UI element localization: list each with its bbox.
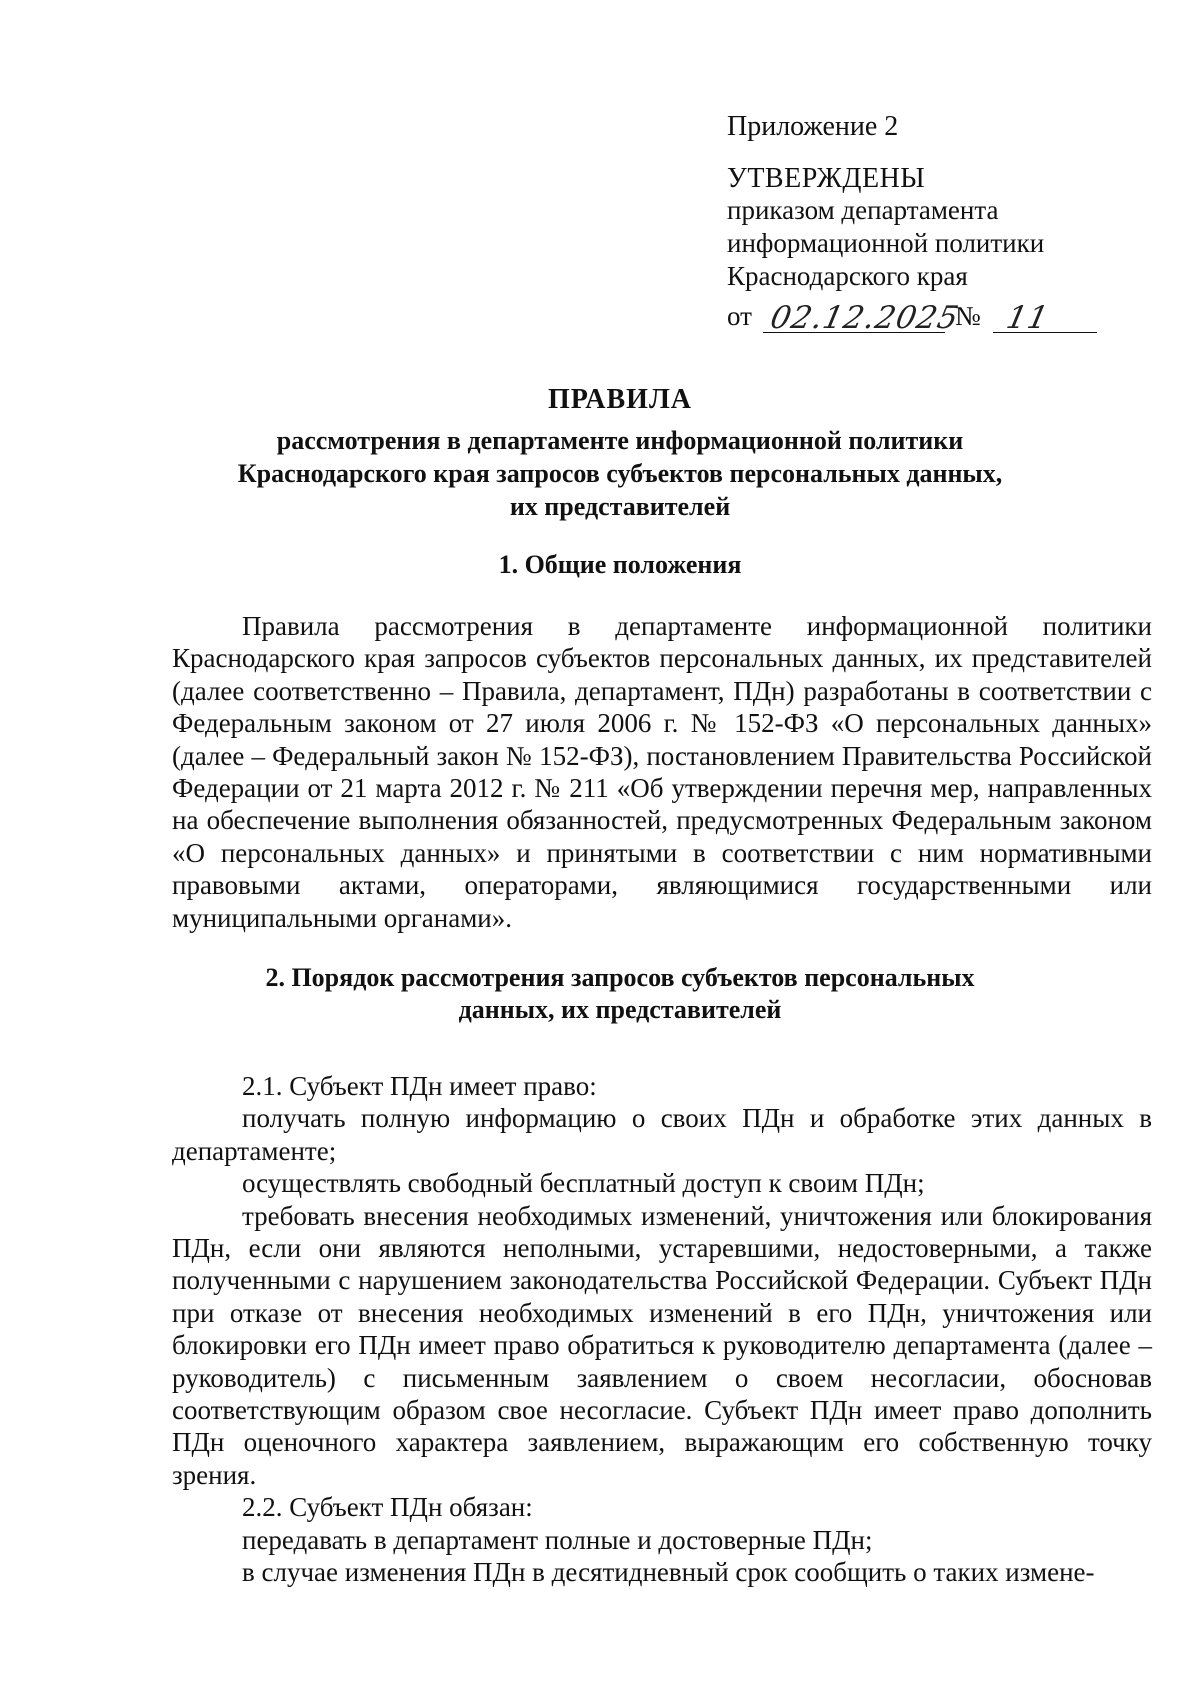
date-prefix: от — [727, 301, 752, 331]
section-1-paragraph: Правила рассмотрения в департаменте информационной политики Краснодарского края запросов субъектов персональных данных, их представителей (далее соответственно – Правила, департамент, ПДн) разработаны в соответствии с Федеральным законом от 27 июля 2006 г. № 152-ФЗ «О персональных данных» (далее – Федеральный закон № 152-ФЗ), постановлением Правительства Российской Федерации от 21 марта 2012 г. № 211 «Об утверждении перечня мер, направленных на обеспечение выполнения обязанностей, предусмотренных Федеральным законом «О персональных данных» и принятыми в соответствии с ним нормативными правовыми актами, операторами, являющимися государственными или муниципальными органами». — [172, 611, 1152, 933]
order-date-number-row — [727, 297, 1147, 337]
section-2-paragraph-2: получать полную информацию о своих ПДн и обработке этих данных в департаменте; — [172, 1103, 1152, 1166]
section-2-paragraph-4: требовать внесения необходимых изменений, уничтожения или блокирования ПДн, если они являются неполными, устаревшими, недостоверными, а также полученными с нарушением законодательства Российской Федерации. Субъект ПДн при отказе от внесения необходимых изменений в его ПДн, уничтожения или блокировки его ПДн имеет право обратиться к руководителю департамента (далее – руководитель) с письменным заявлением о своем несогласии, обосновав соответствующим образом свое несогласие. Субъект ПДн имеет право дополнить ПДн оценочного характера заявлением, выражающим его собственную точку зрения. — [172, 1200, 1152, 1490]
approval-line-3: Краснодарского края — [727, 261, 968, 291]
title-sub-line-3: их представителей — [509, 492, 731, 521]
annex-label: Приложение 2 — [727, 111, 899, 142]
section-2-paragraph-6: передавать в департамент полные и достоверные ПДн; — [242, 1524, 873, 1555]
approval-line-2: информационной политики — [727, 228, 1045, 258]
section-2-paragraph-7: в случае изменения ПДн в десятидневный срок сообщить о таких измене- — [242, 1557, 1095, 1588]
section-2-body — [172, 1070, 1152, 1589]
section-1-heading: 1. Общие положения — [498, 550, 742, 579]
section-2-heading-line-2: данных, их представителей — [458, 995, 782, 1024]
number-prefix: № — [955, 301, 981, 331]
title-sub-line-1: рассмотрения в департаменте информационной политики — [276, 426, 964, 455]
section-2-paragraph-3: осуществлять свободный бесплатный доступ к своим ПДн; — [242, 1168, 925, 1199]
title-main: ПРАВИЛА — [547, 384, 693, 415]
section-2-paragraph-1: 2.1. Субъект ПДн имеет право: — [242, 1071, 597, 1101]
approved-label: УТВЕРЖДЕНЫ — [727, 163, 926, 194]
section-2-paragraph-5: 2.2. Субъект ПДн обязан: — [242, 1492, 533, 1523]
approval-line-1: приказом департамента — [727, 195, 999, 225]
section-1-body — [172, 610, 1152, 934]
approval-block — [727, 112, 1147, 337]
title-sub-line-2: Краснодарского края запросов субъектов персональных данных, — [237, 459, 1003, 488]
handwritten-number: 11 — [1003, 300, 1053, 336]
handwritten-date: 02.12.2025 — [767, 300, 963, 336]
document-title — [160, 384, 1080, 523]
section-2-heading-line-1: 2. Порядок рассмотрения запросов субъектов персональных — [265, 963, 975, 992]
